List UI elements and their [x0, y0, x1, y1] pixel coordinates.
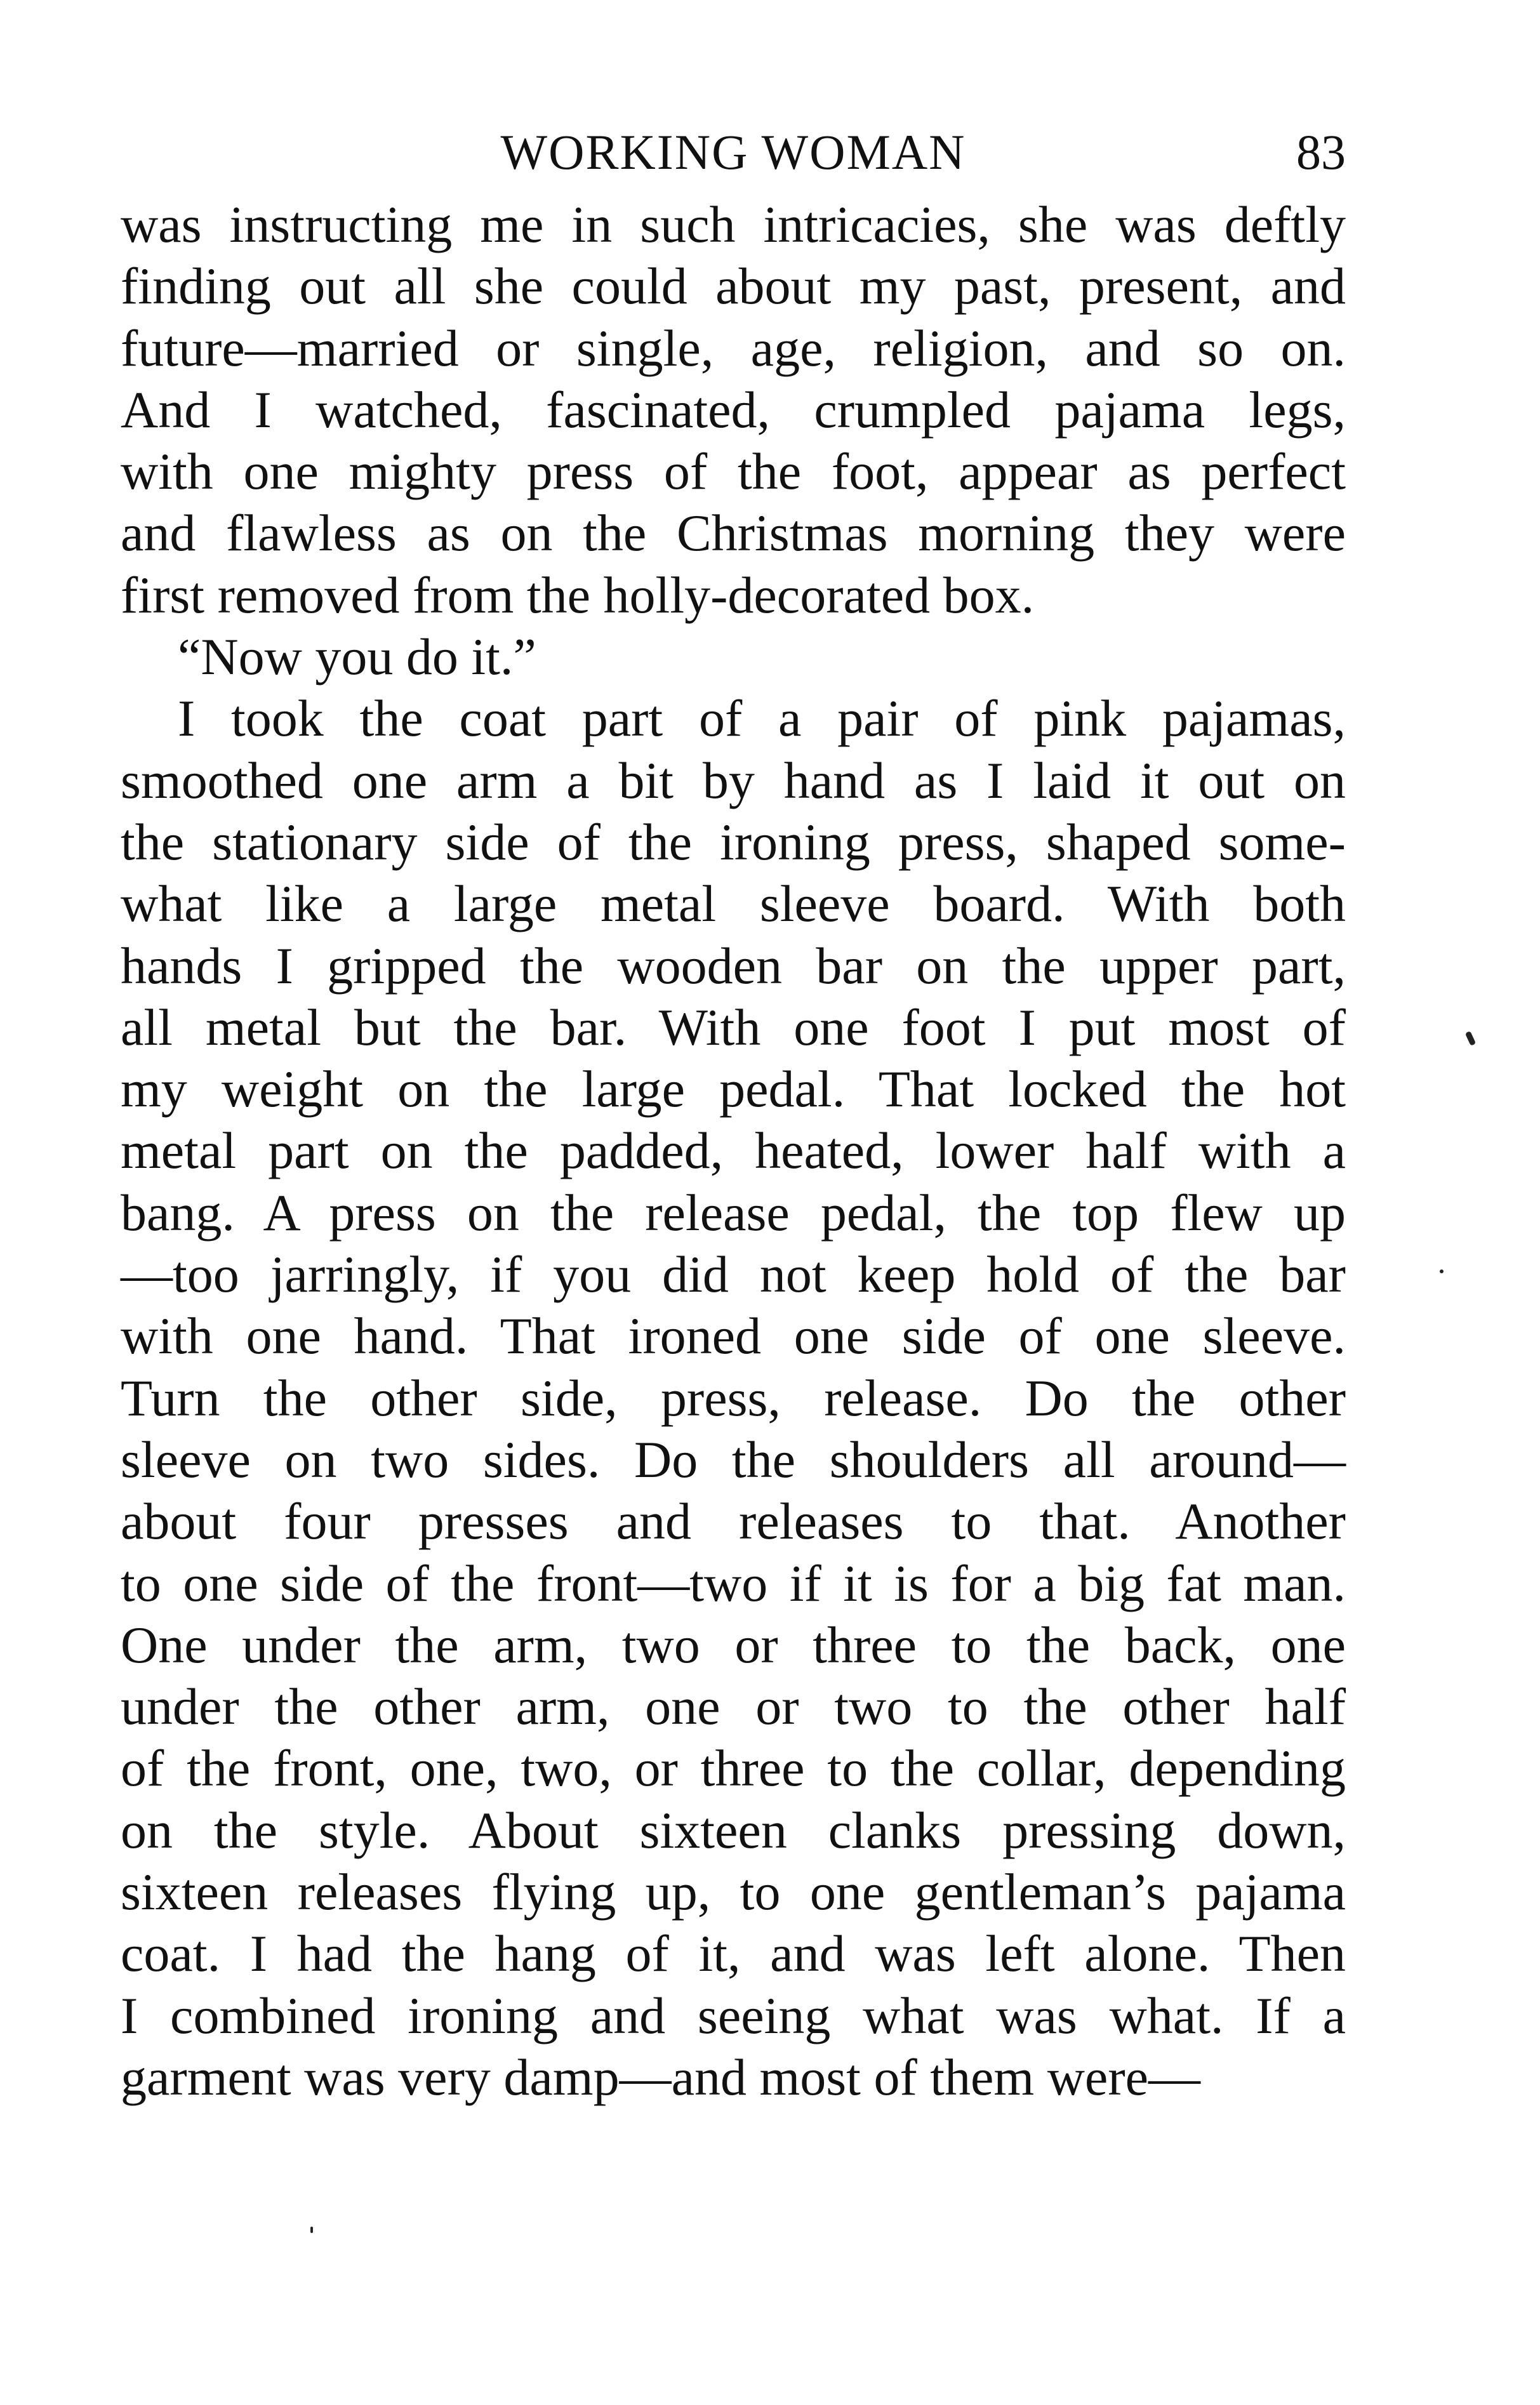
text-line: my weight on the large pedal. That locked the hot — [121, 1060, 1346, 1118]
text-line: on the style. About sixteen clanks pressing down, — [121, 1801, 1346, 1859]
text-line: with one mighty press of the foot, appear as perfect — [121, 442, 1346, 501]
text-line: the stationary side of the ironing press, shaped some- — [121, 812, 1346, 871]
text-line: metal part on the padded, heated, lower half with a — [121, 1122, 1346, 1180]
dialogue-line: “Now you do it.” — [178, 628, 536, 686]
text-line: smoothed one arm a bit by hand as I laid it out on — [121, 751, 1346, 809]
body-text — [121, 194, 1346, 2108]
text-line: all metal but the bar. With one foot I put most of — [121, 998, 1346, 1056]
text-line: —too jarringly, if you did not keep hold of the bar — [121, 1245, 1346, 1304]
running-head — [121, 124, 1346, 181]
text-line: One under the arm, two or three to the back, one — [121, 1615, 1346, 1674]
running-title: WORKING WOMAN — [500, 124, 966, 180]
text-line: of the front, one, two, or three to the collar, depending — [121, 1739, 1346, 1798]
text-line: future—married or single, age, religion, and so on. — [121, 319, 1346, 377]
text-line: sixteen releases flying up, to one gentleman’s pajama — [121, 1863, 1346, 1921]
text-line: I took the coat part of a pair of pink pajamas, — [178, 689, 1346, 748]
text-line: And I watched, fascinated, crumpled pajama legs, — [121, 380, 1346, 439]
text-line: under the other arm, one or two to the other half — [121, 1678, 1346, 1736]
text-line: coat. I had the hang of it, and was left alone. Then — [121, 1925, 1346, 1983]
scan-speck — [310, 2227, 313, 2233]
text-line: first removed from the holly-decorated box. — [121, 566, 1035, 624]
text-line: Turn the other side, press, release. Do the other — [121, 1368, 1346, 1427]
text-line: to one side of the front—two if it is for a big fat man. — [121, 1554, 1346, 1612]
text-line: finding out all she could about my past, present, and — [121, 257, 1346, 315]
text-line: with one hand. That ironed one side of one sleeve. — [121, 1307, 1346, 1365]
text-line: was instructing me in such intricacies, she was deftly — [121, 195, 1346, 253]
text-line: I combined ironing and seeing what was what. If a — [121, 1986, 1346, 2044]
text-line: bang. A press on the release pedal, the top flew up — [121, 1183, 1346, 1242]
text-line: about four presses and releases to that. Another — [121, 1492, 1346, 1551]
text-line: what like a large metal sleeve board. With both — [121, 875, 1346, 933]
scan-speck — [1465, 1031, 1476, 1046]
text-line: hands I gripped the wooden bar on the upper part, — [121, 936, 1346, 995]
text-line: garment was very damp—and most of them were— — [121, 2048, 1201, 2106]
page-number: 83 — [1296, 124, 1346, 180]
text-line: sleeve on two sides. Do the shoulders all around— — [121, 1430, 1346, 1488]
scan-speck — [1440, 1269, 1444, 1273]
text-line: and flawless as on the Christmas morning they were — [121, 504, 1346, 562]
